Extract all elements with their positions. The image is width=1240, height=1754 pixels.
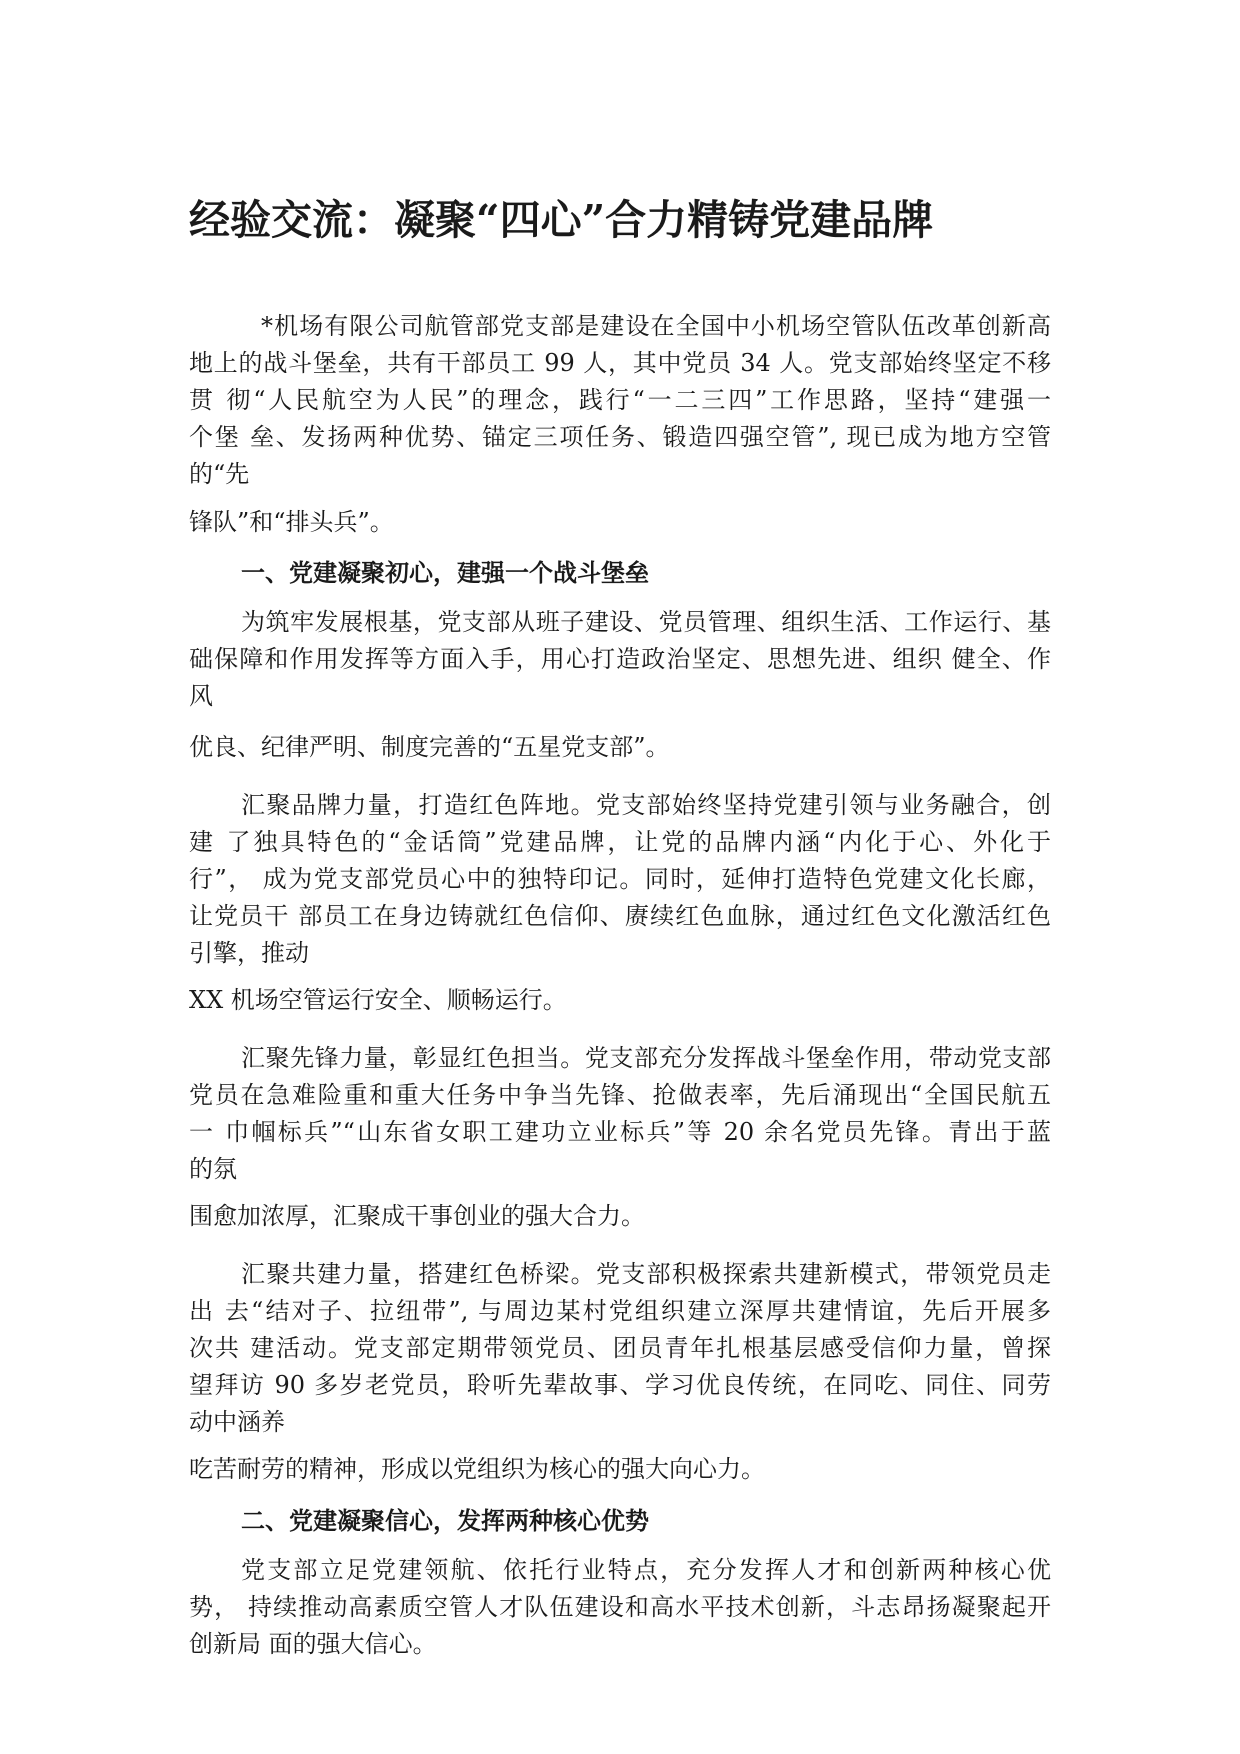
text-line: 汇聚先锋力量，彰显红色担当。党支部充分发挥战斗堡垒作用，带动党支部 <box>241 1044 1051 1072</box>
paragraph-brand-continued <box>189 982 1051 1019</box>
paragraph-vanguard-continued <box>189 1198 1051 1235</box>
text-line: 引擎，推动 <box>189 939 309 967</box>
text-line: 次共 建活动。党支部定期带领党员、团员青年扎根基层感受信仰力量，曾探 <box>189 1334 1051 1362</box>
text-line: 让党员干 部员工在身边铸就红色信仰、赓续红色血脉，通过红色文化激活红色 <box>189 902 1051 930</box>
section-heading-1: 一、党建凝聚初心，建强一个战斗堡垒 <box>241 558 649 587</box>
text-line: 地上的战斗堡垒，共有干部员工 99 人，其中党员 34 人。党支部始终坚定不移 <box>189 349 1051 377</box>
text-line: 一 巾帼标兵”“山东省女职工建功立业标兵”等 20 余名党员先锋。青出于蓝 <box>189 1118 1051 1146</box>
text-line: 出 去“结对子、拉纽带”, 与周边某村党组织建立深厚共建情谊，先后开展多 <box>189 1297 1051 1325</box>
paragraph-advantages <box>189 1552 1051 1663</box>
text-line: XX 机场空管运行安全、顺畅运行。 <box>189 986 567 1014</box>
text-line: 建 了独具特色的“金话筒”党建品牌，让党的品牌内涵“内化于心、外化于 <box>189 828 1051 856</box>
paragraph-cobuild-continued <box>189 1451 1051 1488</box>
paragraph-foundation <box>189 604 1051 715</box>
text-line: *机场有限公司航管部党支部是建设在全国中小机场空管队伍改革创新高 <box>261 312 1051 340</box>
text-line: 动中涵养 <box>189 1408 285 1436</box>
paragraph-foundation-continued <box>189 729 1051 766</box>
paragraph-brand <box>189 787 1051 972</box>
text-line: 的“先 <box>189 460 250 488</box>
text-line: 望拜访 90 多岁老党员，聆听先辈故事、学习优良传统，在同吃、同住、同劳 <box>189 1371 1051 1399</box>
text-line: 创新局 面的强大信心。 <box>189 1630 437 1658</box>
text-line: 汇聚品牌力量，打造红色阵地。党支部始终坚持党建引领与业务融合，创 <box>241 791 1051 819</box>
text-line: 吃苦耐劳的精神，形成以党组织为核心的强大向心力。 <box>189 1455 765 1483</box>
section-heading-2: 二、党建凝聚信心，发挥两种核心优势 <box>241 1506 649 1535</box>
text-line: 个堡 垒、发扬两种优势、锚定三项任务、锻造四强空管”, 现已成为地方空管 <box>189 423 1051 451</box>
text-line: 为筑牢发展根基，党支部从班子建设、党员管理、组织生活、工作运行、基 <box>241 608 1051 636</box>
text-line: 贯 彻“人民航空为人民”的理念，践行“一二三四”工作思路，坚持“建强一 <box>189 386 1051 414</box>
document-title: 经验交流：凝聚“四心”合力精铸党建品牌 <box>189 196 934 244</box>
text-line: 党员在急难险重和重大任务中争当先锋、抢做表率，先后涌现出“全国民航五 <box>189 1081 1051 1109</box>
paragraph-cobuild <box>189 1256 1051 1441</box>
text-line: 风 <box>189 682 213 710</box>
paragraph-vanguard <box>189 1040 1051 1188</box>
text-line: 围愈加浓厚，汇聚成干事创业的强大合力。 <box>189 1202 645 1230</box>
text-line: 锋队”和“排头兵”。 <box>189 508 394 536</box>
paragraph-intro-continued <box>189 504 1051 541</box>
paragraph-intro <box>189 308 1051 493</box>
text-line: 的氛 <box>189 1155 237 1183</box>
text-line: 势， 持续推动高素质空管人才队伍建设和高水平技术创新，斗志昂扬凝聚起开 <box>189 1593 1051 1621</box>
text-line: 础保障和作用发挥等方面入手，用心打造政治坚定、思想先进、组织 健全、作 <box>189 645 1051 673</box>
text-line: 党支部立足党建领航、依托行业特点，充分发挥人才和创新两种核心优 <box>241 1556 1051 1584</box>
text-line: 汇聚共建力量，搭建红色桥梁。党支部积极探索共建新模式，带领党员走 <box>241 1260 1051 1288</box>
text-line: 行”， 成为党支部党员心中的独特印记。同时，延伸打造特色党建文化长廊， <box>189 865 1051 893</box>
text-line: 优良、纪律严明、制度完善的“五星党支部”。 <box>189 733 670 761</box>
